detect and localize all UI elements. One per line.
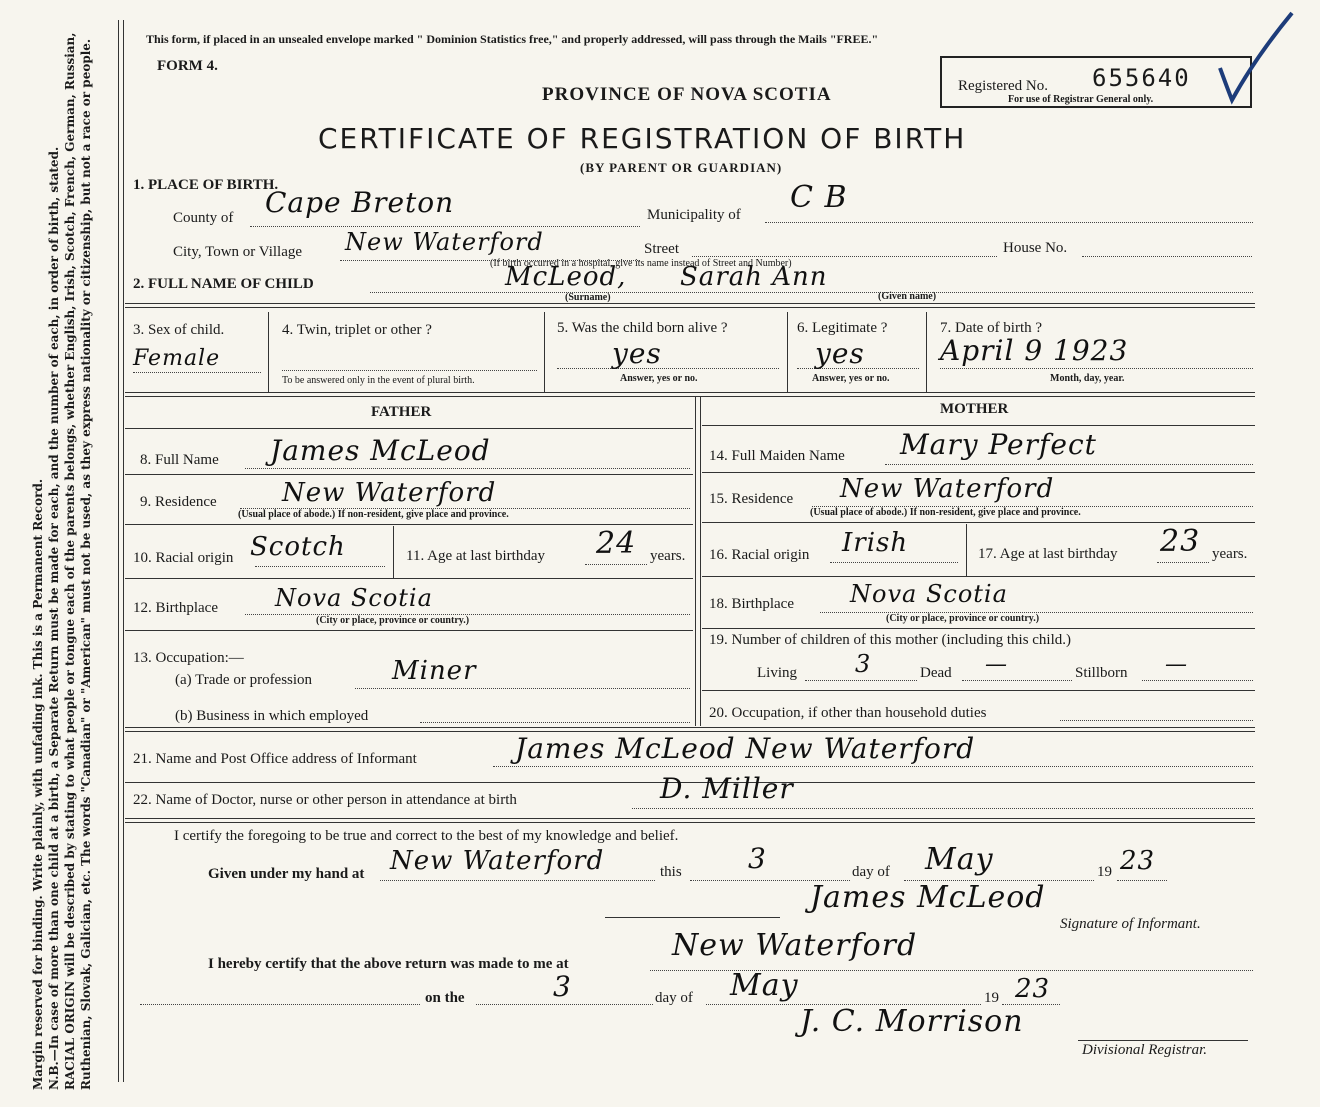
margin-note-2: N.B.—In case of more than one child at a birth, a Separate Return must be made for each, and the number of each, in order of birth, stated.: [47, 146, 61, 1090]
registrar-dayof-label: day of: [655, 990, 693, 1006]
registered-label: Registered No.: [958, 78, 1048, 94]
street-line: [692, 256, 997, 257]
twin-line: [282, 370, 537, 371]
father-name-label: 8. Full Name: [140, 452, 219, 468]
registrar-signature-line: [1078, 1040, 1248, 1041]
registrar-year: 23: [1015, 974, 1051, 1004]
father-name-value: James McLeod: [270, 434, 491, 467]
margin-note-3: RACIAL ORIGIN will be described by stating to what people or tongue each of the parents belongs, whether English, Irish, Scotch, French, German, Russian,: [63, 32, 77, 1090]
child-surname: McLeod,: [505, 262, 627, 292]
father-years: years.: [650, 548, 686, 564]
father-trade-label: (a) Trade or profession: [175, 672, 313, 688]
checkmark-icon: [1210, 8, 1300, 108]
dob-value: April 9 1923: [940, 334, 1129, 367]
signature-caption: Signature of Informant.: [1060, 916, 1201, 932]
mother-children-label: 19. Number of children of this mother (including this child.): [709, 632, 1072, 648]
margin-note-1: Margin reserved for binding. Write plainly, with unfading ink. This is a Permanent Record.: [31, 478, 45, 1090]
living-value: 3: [855, 650, 872, 678]
dead-label: Dead: [920, 665, 952, 681]
municipality-line: [765, 222, 1253, 223]
living-label: Living: [757, 665, 797, 681]
dob-note: Month, day, year.: [1050, 373, 1125, 384]
surname-caption: (Surname): [565, 292, 611, 303]
certify-month: May: [925, 842, 994, 877]
registrar-signature: J. C. Morrison: [800, 1004, 1024, 1039]
mother-age-label: 17. Age at last birthday: [978, 546, 1118, 562]
county-value: Cape Breton: [265, 186, 455, 219]
rule-v: [966, 524, 967, 576]
alive-note: Answer, yes or no.: [620, 373, 698, 384]
city-label: City, Town or Village: [173, 244, 303, 260]
parents-divider: [695, 396, 696, 726]
legitimate-value: yes: [815, 337, 865, 370]
given-label: Given under my hand at: [208, 866, 365, 882]
mother-birthplace-note: (City or place, province or country.): [886, 613, 1040, 624]
father-residence-note: (Usual place of abode.) If non-resident, give place and province.: [238, 509, 509, 520]
this-label: this: [660, 864, 682, 880]
twin-note: To be answered only in the event of plural birth.: [282, 375, 475, 386]
dead-line: [962, 680, 1072, 681]
place-heading: 1. PLACE OF BIRTH.: [133, 177, 279, 193]
father-trade-line: [355, 688, 690, 689]
rule-h: [125, 474, 693, 475]
stillborn-value: —: [1165, 652, 1188, 677]
stillborn-label: Stillborn: [1075, 665, 1128, 681]
certify-day: 3: [748, 842, 767, 875]
mother-heading: MOTHER: [940, 401, 1009, 417]
mother-age-value: 23: [1160, 524, 1201, 559]
father-residence-value: New Waterford: [282, 478, 497, 508]
municipality-label: Municipality of: [647, 207, 741, 223]
parents-divider-2: [700, 396, 701, 726]
father-business-label: (b) Business in which employed: [175, 708, 369, 724]
father-race-label: 10. Racial origin: [133, 550, 234, 566]
rule-h: [702, 628, 1255, 629]
mother-birthplace-label: 18. Birthplace: [709, 596, 794, 612]
registrar-lead-line: [140, 1004, 420, 1005]
rule-h: [702, 576, 1255, 577]
child-name-line: [370, 292, 1253, 293]
mother-race-value: Irish: [842, 528, 909, 558]
sex-value: Female: [133, 346, 221, 371]
living-line: [805, 680, 917, 681]
informant-line: [493, 766, 1253, 767]
rule-top: [125, 303, 1255, 308]
father-birthplace-value: Nova Scotia: [275, 584, 433, 612]
registrar-year-prefix: 19: [984, 990, 999, 1006]
registered-box: [940, 56, 1252, 108]
mother-name-value: Mary Perfect: [900, 428, 1097, 461]
doctor-line: [632, 808, 1253, 809]
child-given-name: Sarah Ann: [680, 262, 828, 292]
child-name-label: 2. FULL NAME OF CHILD: [133, 276, 314, 292]
mother-race-line: [830, 562, 958, 563]
binding-rule: [118, 20, 119, 1082]
mother-occupation-label: 20. Occupation, if other than household duties: [709, 705, 987, 721]
rule-h: [125, 578, 693, 579]
registrar-on-label: on the: [425, 990, 465, 1006]
city-value: New Waterford: [345, 228, 544, 256]
certify-text: I certify the foregoing to be true and correct to the best of my knowledge and belief.: [174, 828, 679, 844]
sex-line: [133, 372, 261, 373]
registrar-month: May: [730, 968, 799, 1003]
mother-name-label: 14. Full Maiden Name: [709, 448, 845, 464]
registrar-day-line: [476, 1004, 653, 1005]
father-birthplace-label: 12. Birthplace: [133, 600, 218, 616]
informant-label: 21. Name and Post Office address of Informant: [133, 751, 417, 767]
dob-line: [940, 368, 1253, 369]
informant-signature: James McLeod: [810, 880, 1046, 915]
certify-year: 23: [1120, 846, 1156, 876]
signature-underline: [605, 917, 780, 918]
mother-occupation-line: [1060, 720, 1253, 721]
registrar-place: New Waterford: [672, 928, 918, 963]
rule-v: [544, 312, 545, 392]
rule-v: [787, 312, 788, 392]
rule-parents-top: [125, 392, 1255, 397]
rule-h: [702, 690, 1255, 691]
legitimate-note: Answer, yes or no.: [812, 373, 890, 384]
rule-v: [926, 312, 927, 392]
stillborn-line: [1142, 680, 1253, 681]
father-birthplace-note: (City or place, province or country.): [316, 615, 470, 626]
province-heading: PROVINCE OF NOVA SCOTIA: [542, 84, 832, 105]
father-age-value: 24: [596, 526, 637, 561]
mother-residence-value: New Waterford: [840, 474, 1055, 504]
alive-line: [557, 368, 779, 369]
mother-years: years.: [1212, 546, 1248, 562]
certify-year-prefix: 19: [1097, 864, 1112, 880]
father-trade-value: Miner: [392, 656, 477, 686]
father-age-line: [585, 564, 647, 565]
father-business-line: [420, 722, 690, 723]
father-race-value: Scotch: [250, 532, 346, 562]
certify-year-line: [1117, 880, 1167, 881]
registered-number: 655640: [1092, 64, 1191, 92]
hospital-note: (If birth occurred in a hospital, give its name instead of Street and Number): [490, 258, 792, 269]
informant-value: James McLeod New Waterford: [515, 732, 976, 765]
doctor-value: D. Miller: [660, 772, 794, 805]
father-occupation-label: 13. Occupation:—: [133, 650, 244, 666]
mother-age-line: [1157, 562, 1209, 563]
rule-h: [125, 428, 693, 429]
street-label: Street: [644, 241, 679, 257]
margin-notes: [30, 30, 110, 1090]
dob-label: 7. Date of birth ?: [940, 320, 1043, 336]
rule-h: [125, 524, 693, 525]
mother-residence-note: (Usual place of abode.) If non-resident, give place and province.: [810, 507, 1081, 518]
rule-h: [702, 522, 1255, 523]
rule-certify-top: [125, 818, 1255, 823]
registered-note: For use of Registrar General only.: [1008, 94, 1154, 105]
given-place-line: [380, 880, 655, 881]
binding-rule-2: [123, 20, 124, 1082]
twin-label: 4. Twin, triplet or other ?: [282, 322, 432, 338]
registrar-caption: Divisional Registrar.: [1082, 1042, 1208, 1058]
mother-race-label: 16. Racial origin: [709, 547, 810, 563]
rule-v: [393, 526, 394, 578]
given-place-value: New Waterford: [390, 846, 605, 876]
certify-dayof-label: day of: [852, 864, 890, 880]
father-race-line: [255, 566, 385, 567]
father-heading: FATHER: [371, 404, 432, 420]
mail-notice: This form, if placed in an unsealed envelope marked " Dominion Statistics free," and properly addressed, will pass through the Mails "FREE.": [146, 32, 879, 46]
rule-h: [125, 630, 693, 631]
county-line: [250, 226, 640, 227]
sex-label: 3. Sex of child.: [133, 322, 225, 338]
rule-v: [268, 312, 269, 392]
mother-birthplace-value: Nova Scotia: [850, 580, 1008, 608]
dead-value: —: [985, 652, 1008, 677]
legitimate-label: 6. Legitimate ?: [797, 320, 888, 336]
mother-residence-label: 15. Residence: [709, 491, 794, 507]
county-label: County of: [173, 210, 234, 226]
alive-value: yes: [612, 337, 662, 370]
municipality-value: C B: [790, 180, 848, 215]
registrar-day: 3: [553, 970, 572, 1003]
father-residence-label: 9. Residence: [140, 494, 217, 510]
doctor-label: 22. Name of Doctor, nurse or other person in attendance at birth: [133, 792, 517, 808]
alive-label: 5. Was the child born alive ?: [557, 320, 728, 336]
house-label: House No.: [1003, 240, 1068, 256]
rule-h: [702, 472, 1255, 473]
father-name-line: [245, 468, 690, 469]
form-number: FORM 4.: [157, 58, 218, 74]
margin-note-4: Ruthenian, Slovak, Galician, etc. The words "Canadian" or "American" must not be used, as they express nationality or citizenship, but not a race or people.: [79, 38, 93, 1090]
page-title: CERTIFICATE OF REGISTRATION OF BIRTH: [318, 122, 967, 155]
given-caption: (Given name): [878, 291, 937, 302]
father-age-label: 11. Age at last birthday: [406, 548, 545, 564]
registrar-text: I hereby certify that the above return was made to me at: [208, 956, 569, 972]
house-line: [1082, 256, 1252, 257]
page-subtitle: (BY PARENT OR GUARDIAN): [580, 160, 783, 175]
rule-h: [702, 425, 1255, 426]
mother-name-line: [885, 464, 1253, 465]
